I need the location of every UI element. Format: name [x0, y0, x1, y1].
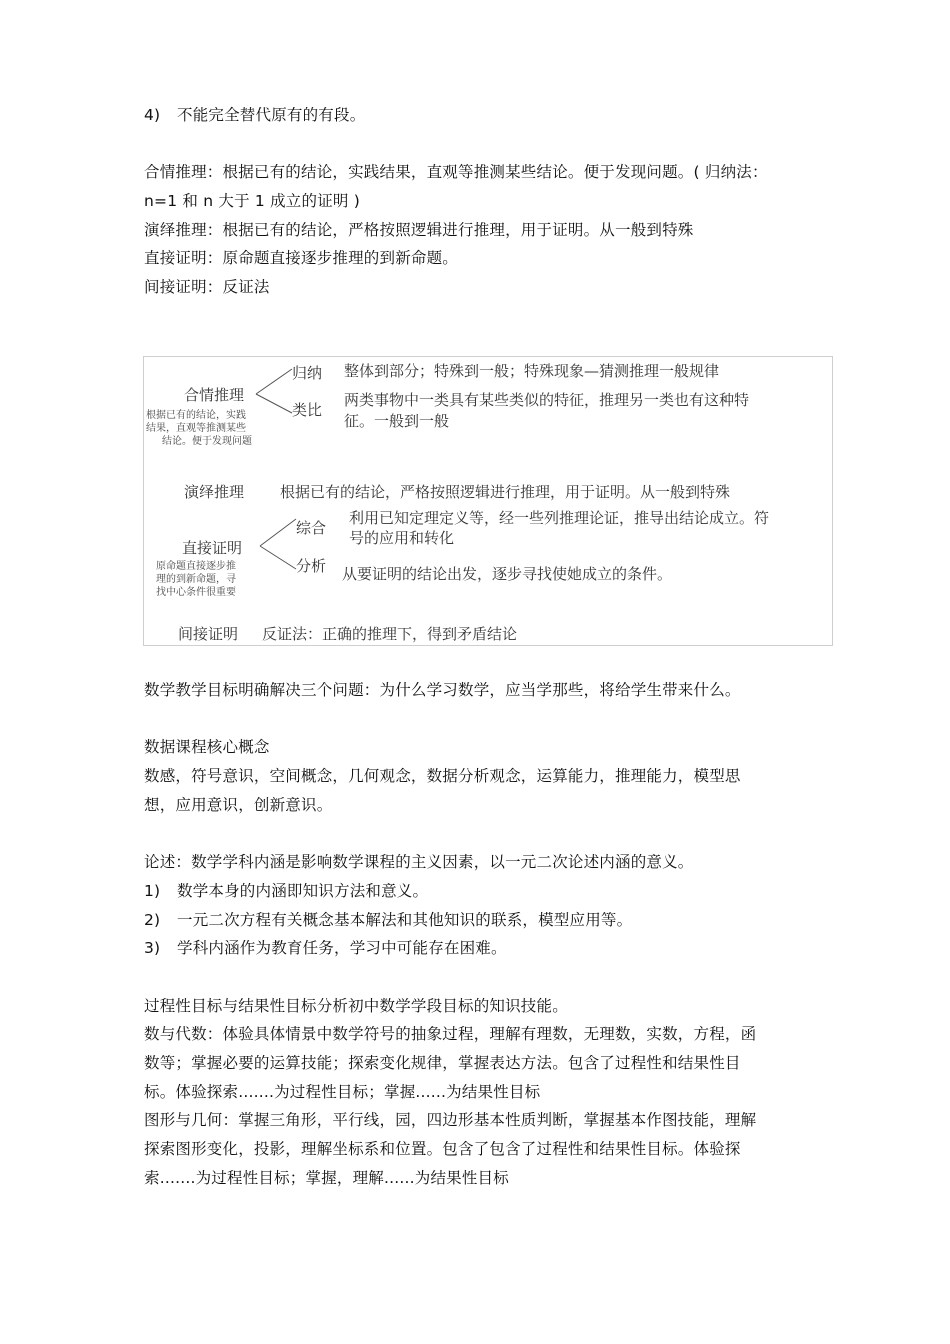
jianjie-desc: 反证法：正确的推理下，得到矛盾结论 [262, 625, 518, 643]
list-item-text: 学科内涵作为教育任务，学习中可能存在困难。 [177, 939, 507, 957]
list-item [144, 105, 365, 125]
guina-desc: 整体到部分；特殊到一般；特殊现象—猜测推理一般规律 [344, 362, 720, 380]
list-number: 1) [144, 882, 161, 900]
paragraph-line: 图形与几何：掌握三角形，平行线，园，四边形基本性质判断，掌握基本作图技能，理解 [144, 1111, 757, 1129]
paragraph-line: 间接证明：反证法 [144, 278, 270, 296]
paragraph-line: n=1 和 n 大于 1 成立的证明 ) [144, 192, 360, 210]
heqing-note-1: 根据已有的结论，实践 [146, 410, 246, 421]
list-number: 2) [144, 911, 161, 929]
heqing-title: 合情推理 [184, 386, 245, 404]
heqing-note-3: 结论。便于发现问题 [162, 436, 252, 447]
paragraph-line: 索.......为过程性目标；掌握，理解......为结果性目标 [144, 1169, 509, 1187]
fenxi-desc: 从要证明的结论出发，逐步寻找使她成立的条件。 [342, 565, 673, 583]
leibi-desc-1: 两类事物中一类具有某些类似的特征，推理另一类也有这种特 [344, 391, 750, 409]
zhijie-note-2: 理的到新命题，寻 [156, 574, 236, 585]
paragraph-line: 数等；掌握必要的运算技能；探索变化规律，掌握表达方法。包含了过程性和结果性目 [144, 1054, 741, 1072]
paragraph-line: 数学教学目标明确解决三个问题：为什么学习数学，应当学那些，将给学生带来什么。 [144, 681, 741, 699]
paragraph-line: 直接证明：原命题直接逐步推理的到新命题。 [144, 249, 459, 267]
paragraph-line: 过程性目标与结果性目标分析初中数学学段目标的知识技能。 [144, 997, 568, 1015]
leibi-desc-2: 征。一般到一般 [344, 412, 450, 430]
paragraph-line: 数与代数：体验具体情景中数学符号的抽象过程，理解有理数，无理数，实数，方程，函 [144, 1025, 757, 1043]
zonghe-desc-1: 利用已知定理定义等，经一些列推理论证，推导出结论成立。符 [349, 509, 770, 527]
list-item [144, 938, 507, 958]
yanyi-title: 演绎推理 [184, 483, 245, 501]
paragraph-line: 合情推理：根据已有的结论，实践结果，直观等推测某些结论。便于发现问题。( 归纳法： [144, 163, 768, 181]
zhijie-title: 直接证明 [182, 539, 243, 557]
list-item [144, 881, 428, 901]
fenxi-label: 分析 [296, 557, 327, 575]
paragraph-line: 数感，符号意识，空间概念，几何观念，数据分析观念，运算能力，推理能力，模型思 [144, 767, 741, 785]
paragraph-line: 标。体验探索.......为过程性目标；掌握......为结果性目标 [144, 1083, 541, 1101]
paragraph-line: 想，应用意识，创新意识。 [144, 796, 333, 814]
yanyi-desc: 根据已有的结论，严格按照逻辑进行推理，用于证明。从一般到特殊 [280, 483, 731, 501]
list-item-text: 不能完全替代原有的有段。 [177, 106, 366, 124]
list-number: 4) [144, 106, 161, 124]
reasoning-diagram [143, 356, 833, 646]
list-item-text: 一元二次方程有关概念基本解法和其他知识的联系，模型应用等。 [177, 911, 633, 929]
list-item-text: 数学本身的内涵即知识方法和意义。 [177, 882, 429, 900]
zhijie-note-1: 原命题直接逐步推 [156, 561, 236, 572]
guina-label: 归纳 [292, 364, 323, 382]
list-number: 3) [144, 939, 161, 957]
list-item [144, 910, 632, 930]
jianjie-title: 间接证明 [178, 625, 239, 643]
zonghe-desc-2: 号的应用和转化 [349, 529, 455, 547]
heqing-note-2: 结果，直观等推测某些 [146, 423, 246, 434]
zonghe-label: 综合 [296, 519, 327, 537]
leibi-label: 类比 [292, 401, 323, 419]
paragraph-line: 论述：数学学科内涵是影响数学课程的主义因素，以一元二次论述内涵的意义。 [144, 853, 694, 871]
section-heading: 数据课程核心概念 [144, 738, 270, 756]
paragraph-line: 演绎推理：根据已有的结论，严格按照逻辑进行推理，用于证明。从一般到特殊 [144, 221, 694, 239]
zhijie-note-3: 找中心条件很重要 [156, 587, 236, 598]
paragraph-line: 探索图形变化，投影，理解坐标系和位置。包含了包含了过程性和结果性目标。体验探 [144, 1140, 741, 1158]
